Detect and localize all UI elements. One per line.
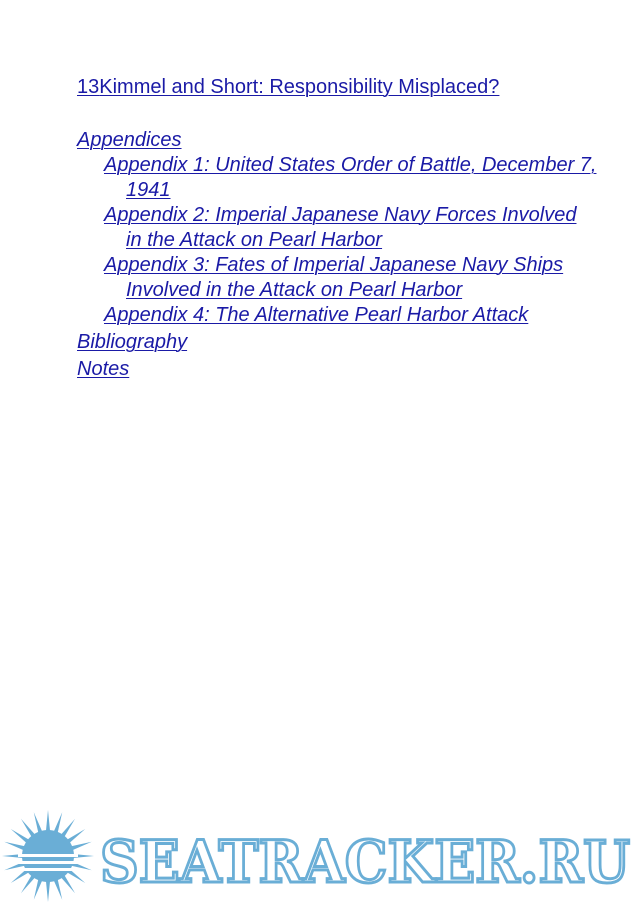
- toc-appendix-2[interactable]: [104, 203, 597, 253]
- toc-notes[interactable]: [77, 357, 597, 382]
- appendix-2-link[interactable]: Appendix 2: Imperial Japanese Navy Forces Involved in the Attack on Pearl Harbor: [104, 204, 577, 251]
- sun-logo-icon: [2, 810, 94, 902]
- appendices-link[interactable]: Appendices: [77, 129, 182, 151]
- toc-appendices[interactable]: [77, 128, 597, 153]
- toc-bibliography[interactable]: [77, 330, 597, 355]
- appendix-1-link[interactable]: Appendix 1: United States Order of Battle, December 7, 1941: [104, 154, 597, 201]
- table-of-contents: [77, 128, 597, 382]
- bibliography-link[interactable]: Bibliography: [77, 331, 188, 353]
- chapter-link[interactable]: [77, 74, 499, 100]
- appendix-3-link[interactable]: Appendix 3: Fates of Imperial Japanese Navy Ships Involved in the Attack on Pearl Harbor: [104, 254, 564, 301]
- appendix-4-link[interactable]: Appendix 4: The Alternative Pearl Harbor Attack: [104, 304, 529, 326]
- seatracker-watermark: [0, 808, 639, 903]
- notes-link[interactable]: Notes: [77, 358, 130, 380]
- watermark-text: SEATRACKER.RU: [100, 828, 630, 896]
- chapter-number[interactable]: 13: [77, 76, 100, 98]
- toc-appendix-3[interactable]: [104, 253, 597, 303]
- toc-appendix-1[interactable]: [104, 153, 597, 203]
- toc-appendix-4[interactable]: [104, 303, 597, 328]
- chapter-title[interactable]: Kimmel and Short: Responsibility Misplaced?: [99, 76, 500, 98]
